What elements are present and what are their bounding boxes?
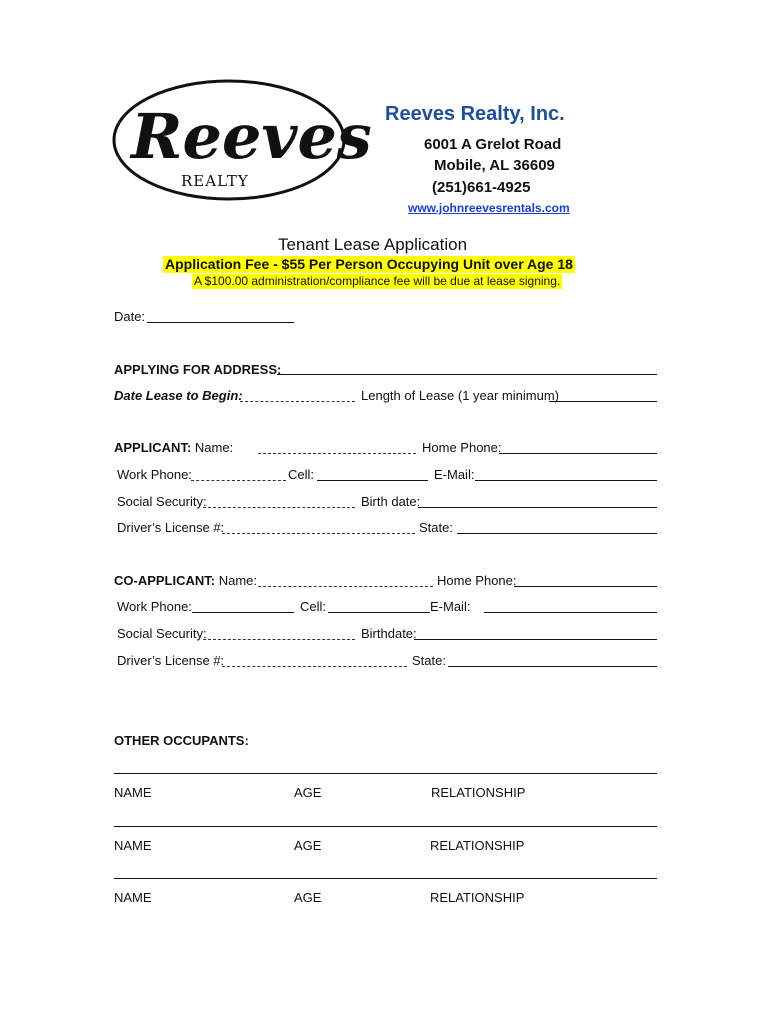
phone-number: (251)661-4925: [432, 179, 531, 196]
other-occupants-heading: OTHER OCCUPANTS:: [114, 733, 249, 748]
applicant-birthdate-label: Birth date:: [361, 494, 421, 509]
address-line-2: Mobile, AL 36609: [434, 157, 555, 174]
co-applicant-birthdate-label: Birthdate:: [361, 626, 417, 641]
applicant-license-field[interactable]: [222, 533, 415, 534]
applicant-email-field[interactable]: [475, 480, 657, 481]
occupant-1-relationship-label: RELATIONSHIP: [431, 785, 526, 800]
co-applicant-state-label: State:: [412, 653, 446, 668]
website-link[interactable]: www.johnreevesrentals.com: [408, 201, 570, 215]
logo-subtext: REALTY: [181, 172, 249, 190]
company-name: Reeves Realty, Inc.: [385, 103, 565, 125]
occupant-3-age-label: AGE: [294, 890, 322, 905]
co-applicant-work-phone-field[interactable]: [192, 612, 294, 613]
co-applicant-license-field[interactable]: [222, 666, 407, 667]
applicant-state-field[interactable]: [457, 533, 657, 534]
applicant-email-label: E-Mail:: [434, 467, 475, 482]
reeves-realty-logo: [111, 78, 372, 202]
occupant-3-relationship-label: RELATIONSHIP: [430, 890, 525, 905]
co-applicant-ssn-field[interactable]: [203, 639, 355, 640]
co-applicant-heading: CO-APPLICANT:: [114, 573, 216, 588]
lease-length-label: Length of Lease (1 year minimum): [361, 388, 559, 403]
lease-begin-label: Date Lease to Begin:: [114, 388, 243, 403]
co-applicant-cell-field[interactable]: [328, 612, 430, 613]
co-applicant-name-label: Name:: [218, 573, 258, 588]
co-applicant-home-phone-field[interactable]: [514, 586, 657, 587]
co-applicant-home-phone-label: Home Phone:: [437, 573, 517, 588]
co-applicant-work-phone-label: Work Phone:: [117, 599, 192, 614]
co-applicant-state-field[interactable]: [448, 666, 657, 667]
applicant-name-label: Name:: [194, 440, 234, 455]
co-applicant-birthdate-field[interactable]: [414, 639, 657, 640]
date-field[interactable]: [147, 322, 294, 323]
occupant-1-name-label: NAME: [114, 785, 152, 800]
co-applicant-email-field[interactable]: [484, 612, 657, 613]
applicant-birthdate-field[interactable]: [418, 507, 657, 508]
applicant-ssn-field[interactable]: [203, 507, 355, 508]
occupant-2-relationship-label: RELATIONSHIP: [430, 838, 525, 853]
applicant-home-phone-field[interactable]: [499, 453, 657, 454]
applicant-name-field[interactable]: [258, 453, 416, 454]
occupant-2-age-label: AGE: [294, 838, 322, 853]
lease-length-field[interactable]: [549, 401, 657, 402]
admin-fee-notice: A $100.00 administration/compliance fee will be due at lease signing.: [194, 274, 561, 288]
applying-address-label: APPLYING FOR ADDRESS:: [114, 362, 282, 377]
applicant-license-label: Driver’s License #:: [117, 520, 225, 535]
applying-address-field[interactable]: [277, 374, 657, 375]
occupant-3-entry-line[interactable]: [114, 878, 657, 879]
date-label: Date:: [114, 309, 146, 324]
applicant-cell-label: Cell:: [288, 467, 315, 482]
co-applicant-email-label: E-Mail:: [430, 599, 471, 614]
co-applicant-license-label: Driver’s License #:: [117, 653, 225, 668]
applicant-state-label: State:: [419, 520, 453, 535]
lease-begin-field[interactable]: [240, 401, 355, 402]
address-line-1: 6001 A Grelot Road: [424, 136, 562, 153]
applicant-home-phone-label: Home Phone:: [422, 440, 502, 455]
occupant-1-entry-line[interactable]: [114, 773, 657, 774]
applicant-cell-field[interactable]: [317, 480, 428, 481]
occupant-2-entry-line[interactable]: [114, 826, 657, 827]
occupant-2-name-label: NAME: [114, 838, 152, 853]
application-fee-notice: Application Fee - $55 Per Person Occupying Unit over Age 18: [165, 256, 573, 272]
occupant-3-name-label: NAME: [114, 890, 152, 905]
co-applicant-ssn-label: Social Security:: [117, 626, 207, 641]
applicant-ssn-label: Social Security:: [117, 494, 207, 509]
form-title: Tenant Lease Application: [278, 235, 468, 254]
logo-wordmark: Reeves: [131, 100, 372, 173]
applicant-work-phone-field[interactable]: [191, 480, 286, 481]
co-applicant-name-field[interactable]: [258, 586, 433, 587]
co-applicant-cell-label: Cell:: [300, 599, 327, 614]
occupant-1-age-label: AGE: [294, 785, 322, 800]
applicant-work-phone-label: Work Phone:: [117, 467, 192, 482]
applicant-name-row: [114, 440, 233, 456]
co-applicant-name-row: [114, 573, 257, 589]
applicant-heading: APPLICANT:: [114, 440, 192, 455]
